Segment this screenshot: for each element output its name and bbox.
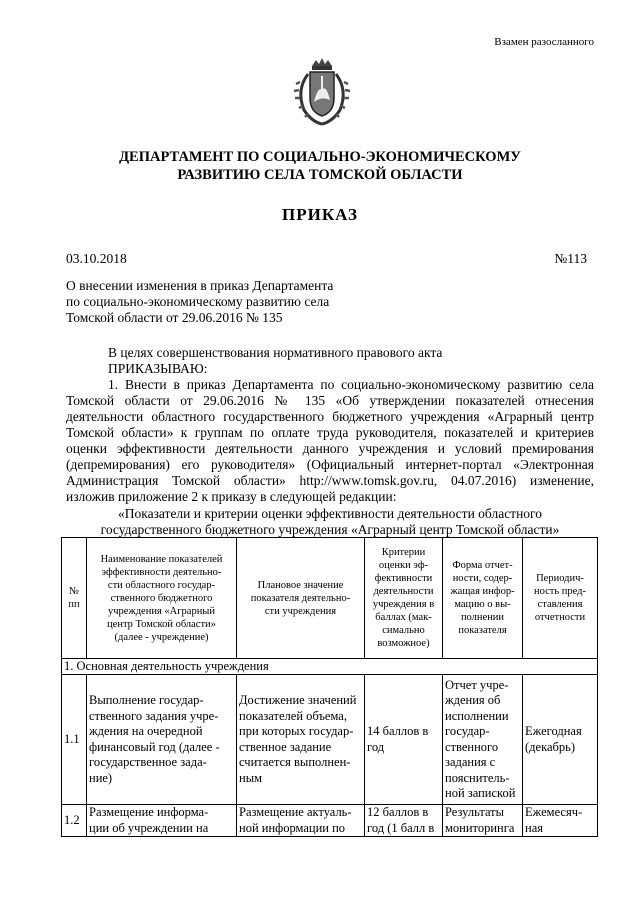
cell-indicator: Выполнение государ- ственного задания учре- ждения на очередной финансовый год (далее - государственное зада- ние)	[87, 675, 237, 805]
body-line: Администрация Томской области» http://www.tomsk.gov.ru, 04.07.2016) изменение,	[66, 473, 594, 488]
document-body	[66, 345, 594, 505]
header-cell-indicator: Наименование показателей эффективности деятельно- сти областного государ- ственного бюджетного учреждения «Аграрный центр Томской области» (далее - учреждение)	[87, 538, 237, 659]
cell-periodicity: Ежегодная (декабрь)	[523, 675, 598, 805]
table-caption	[66, 506, 594, 538]
department-name	[60, 148, 580, 184]
cell-criteria: 14 баллов в год	[365, 675, 443, 805]
body-line: деятельности областного государственного бюджетного учреждения «Аграрный центр	[66, 409, 594, 424]
subject-line: Томской области от 29.06.2016 № 135	[66, 310, 283, 325]
cell-plan: Достижение значений показателей объема, при которых государ- ственное задание считается выполнен- ным	[237, 675, 365, 805]
section-title: 1. Основная деятельность учреждения	[62, 659, 598, 675]
order-word: ПРИКАЗЫВАЮ:	[108, 361, 208, 376]
header-cell-criteria: Критерии оценки эф- фективности деятельности учреждения в баллах (мак- симально возможное)	[365, 538, 443, 659]
table-row	[62, 805, 598, 837]
criteria-table	[61, 537, 598, 837]
cell-report-form: Отчет учре- ждения об исполнении государ- ственного задания с пояснитель- ной запиской	[443, 675, 523, 805]
document-date: 03.10.2018	[66, 251, 127, 266]
body-line: Томской области от 29.06.2016 № 135 «Об утверждении показателей отнесения	[66, 393, 594, 408]
header-cell-number: № пп	[62, 538, 87, 659]
department-name-line: РАЗВИТИЮ СЕЛА ТОМСКОЙ ОБЛАСТИ	[177, 167, 463, 183]
body-line: 1. Внести в приказ Департамента по социально-экономическому развитию села	[108, 377, 594, 392]
cell-indicator: Размещение информа- ции об учреждении на	[87, 805, 237, 837]
table-section-row	[62, 659, 598, 675]
cell-periodicity: Ежемесяч- ная	[523, 805, 598, 837]
table-caption-line: государственного бюджетного учреждения «Аграрный центр Томской области»	[100, 522, 560, 537]
header-cell-report-form: Форма отчет- ности, содер- жащая инфор- мацию о вы- полнении показателя	[443, 538, 523, 659]
header-cell-periodicity: Периодич- ность пред- ставления отчетности	[523, 538, 598, 659]
cell-report-form: Результаты мониторинга	[443, 805, 523, 837]
coat-of-arms-emblem	[292, 56, 352, 128]
document-subject	[66, 278, 333, 326]
body-line: изложив приложение 2 к приказу в следующей редакции:	[66, 489, 397, 504]
body-line: (депремирования) его руководителя» (Официальный интернет-портал «Электронная	[66, 457, 594, 472]
table-header-row	[62, 538, 598, 659]
cell-plan: Размещение актуаль- ной информации по	[237, 805, 365, 837]
body-line: Томской области» к группам по оплате труда руководителя, показателей и критериев	[66, 425, 594, 440]
stamp-note: Взамен разосланного	[494, 36, 594, 48]
table-caption-line: «Показатели и критерии оценки эффективности деятельности областного	[117, 506, 543, 521]
subject-line: по социально-экономическому развитию села	[66, 294, 330, 309]
table-row	[62, 675, 598, 805]
body-line: оценки эффективности деятельности данного учреждения и условий премирования	[66, 441, 594, 456]
intro-paragraph: В целях совершенствования нормативного правового акта	[108, 345, 443, 360]
department-name-line: ДЕПАРТАМЕНТ ПО СОЦИАЛЬНО-ЭКОНОМИЧЕСКОМУ	[119, 149, 521, 165]
document-title: ПРИКАЗ	[282, 205, 358, 224]
document-number: №113	[554, 251, 587, 266]
header-cell-plan: Плановое значение показателя деятельно- сти учреждения	[237, 538, 365, 659]
cell-number: 1.1	[62, 675, 87, 805]
subject-line: О внесении изменения в приказ Департамента	[66, 278, 334, 293]
cell-number: 1.2	[62, 805, 87, 837]
cell-criteria: 12 баллов в год (1 балл в	[365, 805, 443, 837]
